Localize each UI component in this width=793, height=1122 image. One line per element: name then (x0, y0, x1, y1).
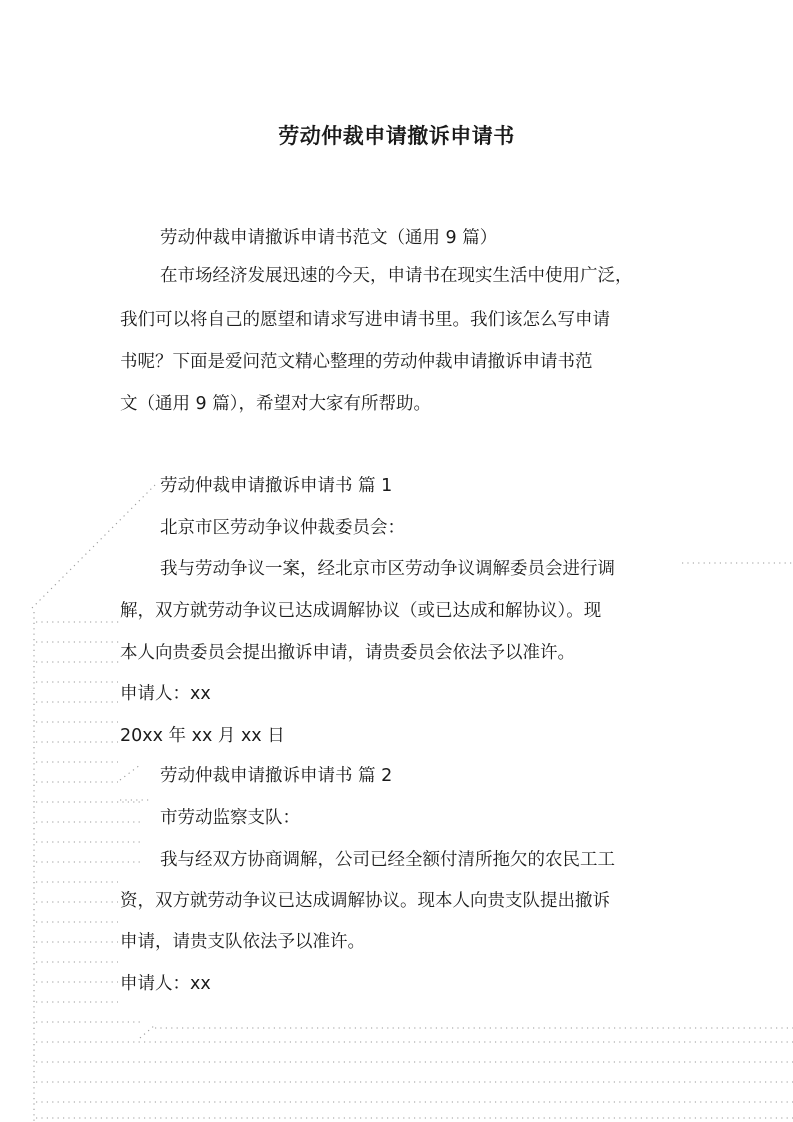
section2-body-line: 我与经双方协商调解，公司已经全额付清所拖欠的农民工工 (160, 850, 615, 870)
intro-heading: 劳动仲裁申请撤诉申请书范文（通用 9 篇） (160, 228, 498, 248)
section1-body-line: 解，双方就劳动争议已达成调解协议（或已达成和解协议）。现 (120, 601, 602, 621)
intro-line: 书呢？下面是爱问范文精心整理的劳动仲裁申请撤诉申请书范 (120, 352, 593, 372)
section2-addressee: 市劳动监察支队： (160, 808, 300, 828)
intro-line: 在市场经济发展迅速的今天，申请书在现实生活中使用广泛， (160, 266, 633, 286)
section1-body-line: 本人向贵委员会提出撤诉申请，请贵委员会依法予以准许。 (120, 643, 575, 663)
document-title: 劳动仲裁申请撤诉申请书 (278, 124, 515, 148)
section1-addressee: 北京市区劳动争议仲裁委员会： (160, 518, 405, 538)
section1-body-line: 我与劳动争议一案，经北京市区劳动争议调解委员会进行调 (160, 559, 615, 579)
section1-heading: 劳动仲裁申请撤诉申请书 篇 1 (160, 476, 393, 496)
section2-body-line: 资，双方就劳动争议已达成调解协议。现本人向贵支队提出撤诉 (120, 891, 610, 911)
intro-line: 我们可以将自己的愿望和请求写进申请书里。我们该怎么写申请 (120, 310, 610, 330)
section2-applicant: 申请人：xx (120, 974, 211, 994)
section2-heading: 劳动仲裁申请撤诉申请书 篇 2 (160, 766, 393, 786)
section1-applicant: 申请人：xx (120, 684, 211, 704)
section2-body-line: 申请，请贵支队依法予以准许。 (120, 932, 365, 952)
intro-line: 文（通用 9 篇），希望对大家有所帮助。 (120, 394, 432, 414)
section1-date: 20xx 年 xx 月 xx 日 (120, 726, 285, 746)
